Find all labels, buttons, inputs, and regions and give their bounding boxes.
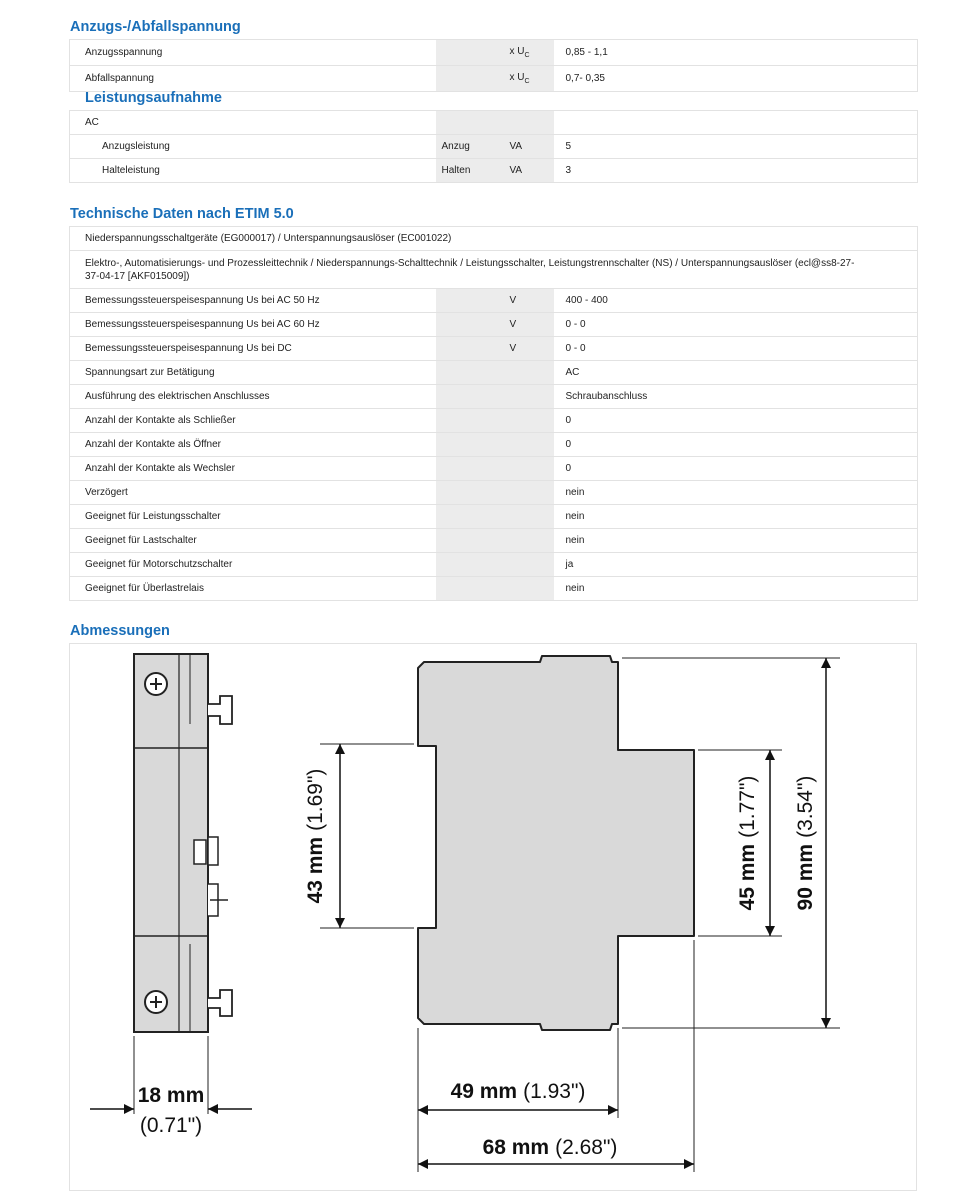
row-unit bbox=[504, 361, 554, 385]
section-title-etim: Technische Daten nach ETIM 5.0 bbox=[70, 206, 294, 222]
row-qualifier bbox=[436, 111, 504, 135]
row-unit: V bbox=[504, 289, 554, 313]
table-row bbox=[70, 337, 918, 361]
section-title-power: Leistungsaufnahme bbox=[85, 90, 222, 106]
row-qualifier bbox=[436, 337, 504, 361]
dim-height-body: 45 mm(1.77") bbox=[736, 775, 759, 911]
row-label: Geeignet für Überlastrelais bbox=[70, 577, 436, 601]
table-row bbox=[70, 409, 918, 433]
row-qualifier bbox=[436, 529, 504, 553]
row-value: nein bbox=[554, 481, 918, 505]
row-value: 0 - 0 bbox=[554, 313, 918, 337]
table-row bbox=[70, 505, 918, 529]
row-unit bbox=[504, 481, 554, 505]
row-value: Schraubanschluss bbox=[554, 385, 918, 409]
row-value: 5 bbox=[554, 135, 918, 159]
row-qualifier bbox=[436, 457, 504, 481]
row-qualifier bbox=[436, 385, 504, 409]
row-qualifier bbox=[436, 433, 504, 457]
dim-height-total: 90 mm(3.54") bbox=[794, 775, 817, 911]
dim-width-front-main: 18 mm bbox=[137, 1084, 205, 1107]
row-unit: VA bbox=[504, 159, 554, 183]
row-unit bbox=[504, 553, 554, 577]
row-label: Halteleistung bbox=[70, 159, 436, 183]
row-value: 3 bbox=[554, 159, 918, 183]
pickup-table bbox=[69, 39, 918, 92]
section-title-dims: Abmessungen bbox=[70, 623, 170, 639]
row-value: ja bbox=[554, 553, 918, 577]
row-label: Bemessungssteuerspeisespannung Us bei AC 50 Hz bbox=[70, 289, 436, 313]
row-qualifier bbox=[436, 505, 504, 529]
classification-text: Elektro-, Automatisierungs- und Prozessleittechnik / Niederspannungs-Schalttechnik / Leistungsschalter, Leistungstrennschalter (NS) / Unterspannungsauslöser (ecl@ss8-27-37-04-17 [AKF015009]) bbox=[70, 251, 918, 289]
table-row bbox=[70, 385, 918, 409]
row-value: 0,85 - 1,1 bbox=[554, 40, 918, 66]
dim-width-front-sub: (0.71") bbox=[139, 1114, 203, 1137]
dim-depth-body: 49 mm (1.93") bbox=[450, 1080, 586, 1103]
row-qualifier bbox=[436, 313, 504, 337]
row-qualifier bbox=[436, 66, 504, 92]
row-label: Anzugsspannung bbox=[70, 40, 436, 66]
unit-text: x U bbox=[509, 46, 525, 57]
row-unit bbox=[504, 505, 554, 529]
table-row bbox=[70, 111, 918, 135]
table-row bbox=[70, 481, 918, 505]
unit-subscript: C bbox=[524, 78, 530, 85]
row-qualifier bbox=[436, 481, 504, 505]
side-view bbox=[134, 654, 232, 1032]
dimension-drawing bbox=[69, 643, 917, 1191]
row-unit bbox=[504, 409, 554, 433]
table-row bbox=[70, 577, 918, 601]
row-qualifier: Anzug bbox=[436, 135, 504, 159]
classification-row bbox=[70, 227, 918, 251]
row-unit: V bbox=[504, 313, 554, 337]
row-unit: V bbox=[504, 337, 554, 361]
classification-text: Niederspannungsschaltgeräte (EG000017) / Unterspannungsauslöser (EC001022) bbox=[70, 227, 918, 251]
unit-subscript: C bbox=[524, 52, 530, 59]
row-label: Geeignet für Motorschutzschalter bbox=[70, 553, 436, 577]
row-label: Anzahl der Kontakte als Wechsler bbox=[70, 457, 436, 481]
row-unit bbox=[504, 111, 554, 135]
row-unit bbox=[504, 385, 554, 409]
row-value: nein bbox=[554, 577, 918, 601]
row-label: Abfallspannung bbox=[70, 66, 436, 92]
classification-row bbox=[70, 251, 918, 289]
row-value: nein bbox=[554, 529, 918, 553]
row-label: Anzahl der Kontakte als Schließer bbox=[70, 409, 436, 433]
row-qualifier bbox=[436, 289, 504, 313]
row-value: 400 - 400 bbox=[554, 289, 918, 313]
row-value: AC bbox=[554, 361, 918, 385]
table-row bbox=[70, 289, 918, 313]
row-value: 0 bbox=[554, 433, 918, 457]
row-label: AC bbox=[70, 111, 436, 135]
table-row bbox=[70, 66, 918, 92]
table-row bbox=[70, 529, 918, 553]
table-row bbox=[70, 457, 918, 481]
front-view bbox=[418, 656, 694, 1030]
row-unit bbox=[504, 457, 554, 481]
row-qualifier: Halten bbox=[436, 159, 504, 183]
row-unit bbox=[504, 577, 554, 601]
etim-table bbox=[69, 226, 918, 601]
row-label: Verzögert bbox=[70, 481, 436, 505]
table-row bbox=[70, 313, 918, 337]
table-row bbox=[70, 553, 918, 577]
row-label: Ausführung des elektrischen Anschlusses bbox=[70, 385, 436, 409]
row-qualifier bbox=[436, 40, 504, 66]
row-label: Geeignet für Lastschalter bbox=[70, 529, 436, 553]
row-value: 0,7- 0,35 bbox=[554, 66, 918, 92]
row-label: Geeignet für Leistungsschalter bbox=[70, 505, 436, 529]
row-value: nein bbox=[554, 505, 918, 529]
table-row bbox=[70, 361, 918, 385]
row-unit bbox=[504, 433, 554, 457]
table-row bbox=[70, 40, 918, 66]
row-unit bbox=[504, 40, 554, 66]
section-title-pickup: Anzugs-/Abfallspannung bbox=[70, 19, 241, 35]
row-value: 0 bbox=[554, 457, 918, 481]
row-unit bbox=[504, 529, 554, 553]
row-qualifier bbox=[436, 553, 504, 577]
screw-icon bbox=[145, 673, 167, 695]
table-row bbox=[70, 159, 918, 183]
row-label: Bemessungssteuerspeisespannung Us bei AC 60 Hz bbox=[70, 313, 436, 337]
table-row bbox=[70, 135, 918, 159]
row-qualifier bbox=[436, 409, 504, 433]
table-row bbox=[70, 433, 918, 457]
row-value: 0 bbox=[554, 409, 918, 433]
row-label: Anzahl der Kontakte als Öffner bbox=[70, 433, 436, 457]
row-value bbox=[554, 111, 918, 135]
dim-depth-total: 68 mm (2.68") bbox=[482, 1136, 618, 1159]
row-value: 0 - 0 bbox=[554, 337, 918, 361]
row-unit: VA bbox=[504, 135, 554, 159]
row-qualifier bbox=[436, 361, 504, 385]
screw-icon bbox=[145, 991, 167, 1013]
row-label: Anzugsleistung bbox=[70, 135, 436, 159]
row-qualifier bbox=[436, 577, 504, 601]
row-label: Bemessungssteuerspeisespannung Us bei DC bbox=[70, 337, 436, 361]
power-table bbox=[69, 110, 918, 183]
row-label: Spannungsart zur Betätigung bbox=[70, 361, 436, 385]
unit-text: x U bbox=[509, 72, 525, 83]
dim-height-front: 43 mm(1.69") bbox=[304, 768, 327, 904]
row-unit bbox=[504, 66, 554, 92]
